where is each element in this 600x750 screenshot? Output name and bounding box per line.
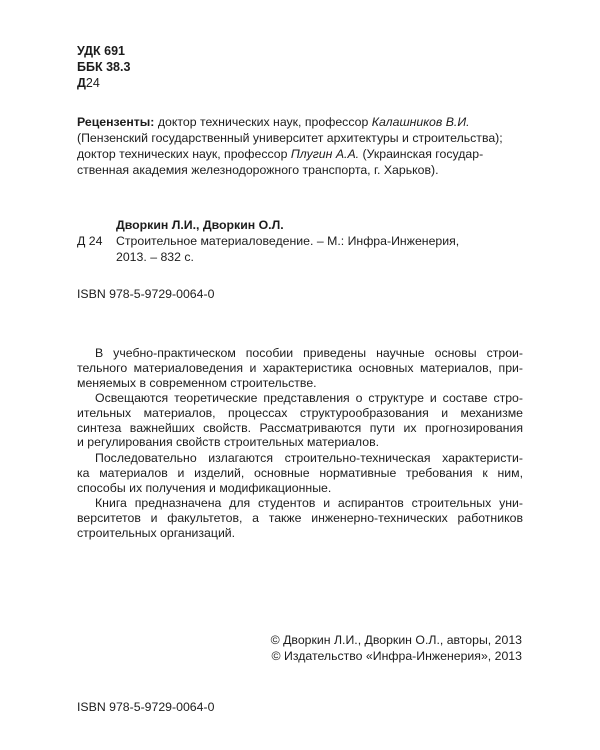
reviewer-1-org: (Пензенский государственный университет архитектуры и строительства); bbox=[77, 131, 503, 145]
book-code: Д 24 bbox=[77, 234, 103, 248]
abstract-line: В учебно-практическом пособии приведены научные основы строи- bbox=[95, 346, 523, 360]
reviewer-1-title: доктор технических наук, профессор bbox=[157, 115, 369, 129]
abstract-line: синтеза важнейших свойств. Рассматриваются пути их прогнозирования bbox=[77, 420, 523, 435]
udk-code: УДК 691 bbox=[77, 44, 126, 58]
reviewer-1-name: Калашников В.И. bbox=[371, 115, 470, 129]
reviewers-line-3 bbox=[77, 147, 523, 162]
author-mark-number: 24 bbox=[85, 76, 100, 90]
abstract-line: способы их получения и модификационные. bbox=[77, 480, 332, 495]
abstract-paragraph-1 bbox=[77, 346, 523, 390]
copyright-publisher: © Издательство «Инфра-Инженерия», 2013 bbox=[271, 649, 522, 663]
reviewer-2-org-end: ственная академия железнодорожного транспорта, г. Харьков). bbox=[77, 163, 439, 177]
copyright-authors: © Дворкин Л.И., Дворкин О.Л., авторы, 2013 bbox=[270, 633, 522, 647]
book-authors: Дворкин Л.И., Дворкин О.Л. bbox=[116, 218, 284, 232]
reviewers-label: Рецензенты: bbox=[77, 115, 155, 129]
abstract-paragraph-4 bbox=[77, 496, 523, 540]
author-mark-letter: Д bbox=[77, 76, 86, 90]
abstract-line: и регулирования свойств строительных материалов. bbox=[77, 435, 380, 450]
abstract-line: ка материалов и изделий, основные нормативные требования к ним, bbox=[77, 465, 523, 480]
book-year-pages: 2013. – 832 с. bbox=[116, 250, 194, 264]
bbk-code: ББК 38.3 bbox=[77, 60, 131, 74]
abstract-line: строительных организаций. bbox=[77, 525, 236, 540]
reviewers-line-1 bbox=[77, 115, 523, 130]
abstract-paragraph-2 bbox=[77, 391, 523, 450]
classification-block bbox=[77, 43, 130, 91]
reviewer-2-org-start: (Украинская государ- bbox=[362, 147, 484, 161]
abstract-line: Последовательно излагаются строительно-техническая характеристи- bbox=[95, 451, 523, 465]
reviewer-2-title: доктор технических наук, профессор bbox=[77, 147, 288, 161]
isbn-top: ISBN 978-5-9729-0064-0 bbox=[77, 287, 215, 301]
author-mark bbox=[77, 75, 130, 91]
abstract-line: тельного материаловедения и характеристика основных материалов, при- bbox=[77, 360, 523, 375]
abstract-line: Книга предназначена для студентов и аспирантов строительных уни- bbox=[95, 496, 523, 510]
abstract-line: меняемых в современном строительстве. bbox=[77, 375, 317, 390]
abstract-paragraph-3 bbox=[77, 451, 523, 495]
reviewer-2-name: Плугин А.А. bbox=[290, 147, 360, 161]
abstract-line: верситетов и факультетов, а также инженерно-технических работников bbox=[77, 510, 523, 525]
book-title-line: Строительное материаловедение. – М.: Инфра-Инженерия, bbox=[116, 234, 460, 248]
isbn-bottom: ISBN 978-5-9729-0064-0 bbox=[77, 700, 215, 714]
abstract-line: ительных материалов, процессах структурообразования и механизме bbox=[77, 405, 523, 420]
abstract-line: Освещаются теоретические представления о структуре и составе стро- bbox=[95, 391, 523, 405]
